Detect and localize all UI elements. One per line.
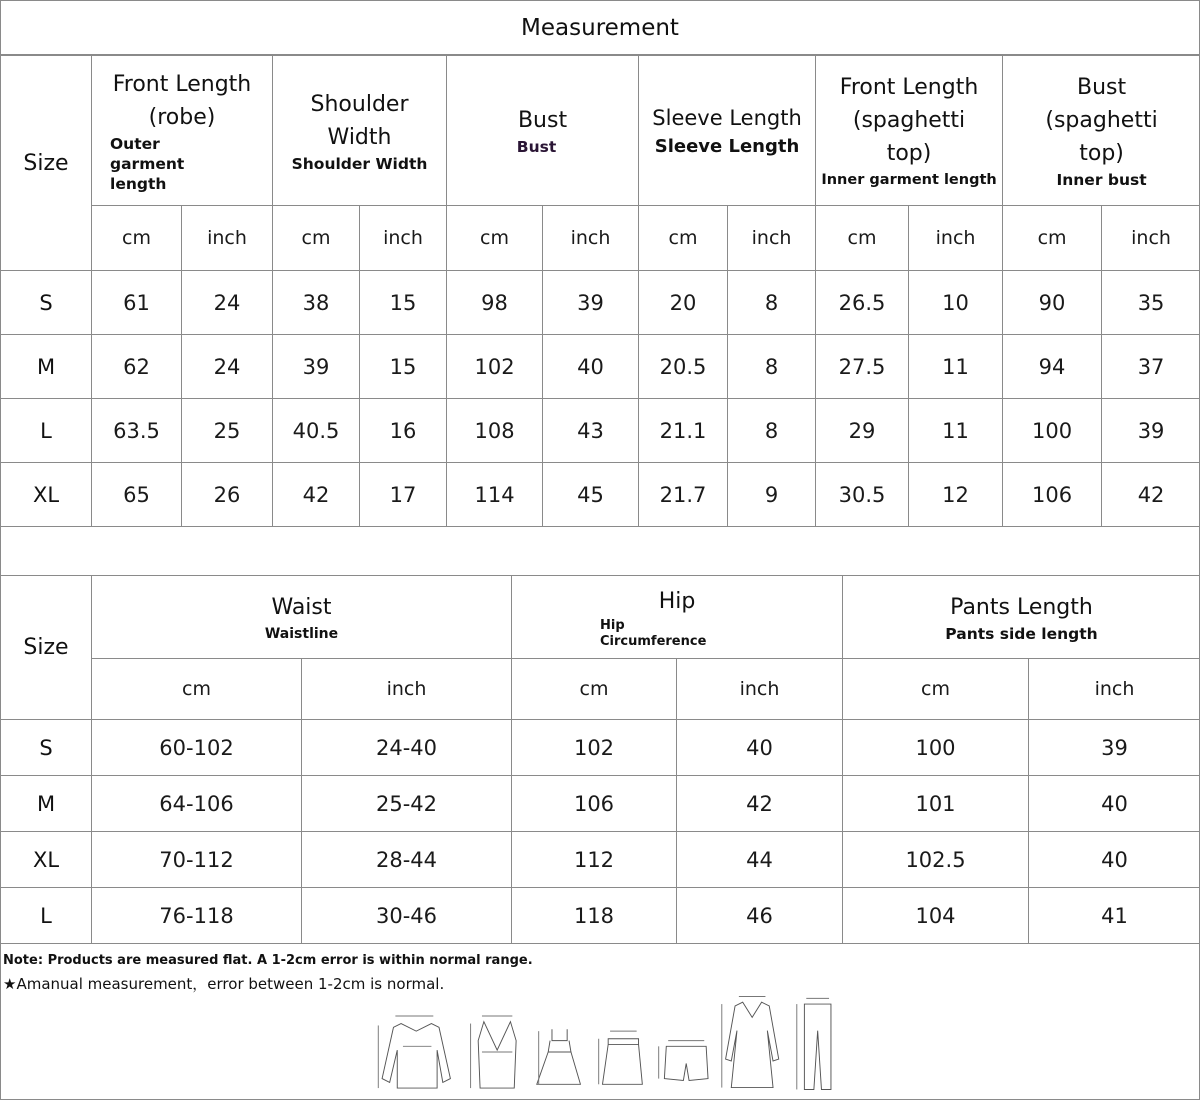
value-cell: 40 [677, 720, 843, 776]
value-cell: 10 [909, 271, 1003, 335]
value-cell: 108 [447, 399, 543, 463]
value-cell: 101 [843, 776, 1029, 832]
value-cell: 76-118 [92, 888, 302, 944]
skirt-diagram-icon [593, 1010, 645, 1095]
value-cell: 45 [543, 463, 639, 527]
table-header-row [1, 56, 1200, 206]
value-cell: 114 [447, 463, 543, 527]
value-cell: 15 [360, 335, 447, 399]
table-row [1, 335, 1200, 399]
column-header-hip: Hip Hip Circumference [512, 576, 843, 659]
value-cell: 12 [909, 463, 1003, 527]
value-cell: 24 [182, 271, 273, 335]
value-cell: 100 [843, 720, 1029, 776]
value-cell: 39 [543, 271, 639, 335]
value-cell: 40 [1029, 832, 1200, 888]
unit-cm: cm [92, 659, 302, 720]
value-cell: 30-46 [302, 888, 512, 944]
value-cell: 64-106 [92, 776, 302, 832]
value-cell: 8 [728, 335, 816, 399]
value-cell: 62 [92, 335, 182, 399]
value-cell: 15 [360, 271, 447, 335]
value-cell: 38 [273, 271, 360, 335]
value-cell: 41 [1029, 888, 1200, 944]
table-header-row [1, 576, 1200, 659]
unit-inch: inch [182, 206, 273, 271]
table-row [1, 399, 1200, 463]
value-cell: 40.5 [273, 399, 360, 463]
tank-top-diagram-icon [463, 1010, 525, 1095]
value-cell: 118 [512, 888, 677, 944]
value-cell: 24 [182, 335, 273, 399]
value-cell: 40 [543, 335, 639, 399]
size-header: Size [1, 56, 92, 271]
value-cell: 39 [1102, 399, 1200, 463]
size-cell: XL [1, 463, 92, 527]
column-header-bust: Bust Bust [447, 56, 639, 206]
unit-inch: inch [302, 659, 512, 720]
value-cell: 40 [1029, 776, 1200, 832]
value-cell: 27.5 [816, 335, 909, 399]
unit-cm: cm [447, 206, 543, 271]
size-cell: M [1, 776, 92, 832]
slip-dress-diagram-icon [533, 1010, 585, 1095]
value-cell: 21.1 [639, 399, 728, 463]
value-cell: 24-40 [302, 720, 512, 776]
value-cell: 42 [677, 776, 843, 832]
unit-cm: cm [816, 206, 909, 271]
value-cell: 17 [360, 463, 447, 527]
value-cell: 100 [1003, 399, 1102, 463]
garment-measurement-illustration [365, 990, 840, 1095]
value-cell: 8 [728, 271, 816, 335]
page-title [0, 0, 1200, 55]
value-cell: 35 [1102, 271, 1200, 335]
value-cell: 112 [512, 832, 677, 888]
value-cell: 26.5 [816, 271, 909, 335]
value-cell: 11 [909, 399, 1003, 463]
unit-row [1, 659, 1200, 720]
value-cell: 90 [1003, 271, 1102, 335]
value-cell: 9 [728, 463, 816, 527]
table-row [1, 776, 1200, 832]
shorts-diagram-icon [653, 1010, 710, 1095]
coat-diagram-icon [718, 990, 784, 1095]
size-header: Size [1, 576, 92, 720]
value-cell: 25 [182, 399, 273, 463]
unit-cm: cm [639, 206, 728, 271]
measurement-table-tops [0, 55, 1200, 527]
value-cell: 30.5 [816, 463, 909, 527]
unit-cm: cm [1003, 206, 1102, 271]
unit-inch: inch [728, 206, 816, 271]
column-header-waist: Waist Waistline [92, 576, 512, 659]
value-cell: 21.7 [639, 463, 728, 527]
size-cell: L [1, 399, 92, 463]
size-cell: XL [1, 832, 92, 888]
unit-inch: inch [1102, 206, 1200, 271]
table-row [1, 720, 1200, 776]
value-cell: 106 [1003, 463, 1102, 527]
value-cell: 102 [512, 720, 677, 776]
table-spacer [0, 529, 1200, 575]
title-text: Measurement [521, 14, 679, 41]
value-cell: 65 [92, 463, 182, 527]
value-cell: 39 [1029, 720, 1200, 776]
value-cell: 39 [273, 335, 360, 399]
value-cell: 28-44 [302, 832, 512, 888]
table-row [1, 888, 1200, 944]
value-cell: 42 [1102, 463, 1200, 527]
value-cell: 11 [909, 335, 1003, 399]
value-cell: 43 [543, 399, 639, 463]
value-cell: 25-42 [302, 776, 512, 832]
unit-cm: cm [512, 659, 677, 720]
value-cell: 102 [447, 335, 543, 399]
value-cell: 16 [360, 399, 447, 463]
size-cell: M [1, 335, 92, 399]
column-header-front-length-robe: Front Length (robe) Outer garment length [92, 56, 273, 206]
value-cell: 102.5 [843, 832, 1029, 888]
value-cell: 29 [816, 399, 909, 463]
table-row [1, 463, 1200, 527]
column-header-front-length-spaghetti: Front Length (spaghetti top) Inner garment length [816, 56, 1003, 206]
value-cell: 106 [512, 776, 677, 832]
measurement-table-bottoms [0, 575, 1200, 944]
unit-cm: cm [273, 206, 360, 271]
value-cell: 70-112 [92, 832, 302, 888]
size-cell: S [1, 271, 92, 335]
value-cell: 26 [182, 463, 273, 527]
value-cell: 98 [447, 271, 543, 335]
value-cell: 42 [273, 463, 360, 527]
value-cell: 20.5 [639, 335, 728, 399]
value-cell: 63.5 [92, 399, 182, 463]
size-cell: L [1, 888, 92, 944]
note-flat-measure: Note: Products are measured flat. A 1-2cm error is within normal range. [3, 953, 533, 968]
value-cell: 104 [843, 888, 1029, 944]
size-cell: S [1, 720, 92, 776]
column-header-pants-length: Pants Length Pants side length [843, 576, 1200, 659]
unit-inch: inch [1029, 659, 1200, 720]
value-cell: 20 [639, 271, 728, 335]
unit-inch: inch [677, 659, 843, 720]
value-cell: 44 [677, 832, 843, 888]
unit-cm: cm [843, 659, 1029, 720]
note-manual-measure: ★Amanual measurement，error between 1-2cm is normal. [3, 975, 445, 993]
blouse-diagram-icon [365, 1010, 455, 1095]
value-cell: 37 [1102, 335, 1200, 399]
value-cell: 46 [677, 888, 843, 944]
unit-inch: inch [360, 206, 447, 271]
value-cell: 8 [728, 399, 816, 463]
column-header-sleeve-length: Sleeve Length Sleeve Length [639, 56, 816, 206]
value-cell: 61 [92, 271, 182, 335]
table-row [1, 832, 1200, 888]
table-row [1, 271, 1200, 335]
unit-inch: inch [543, 206, 639, 271]
value-cell: 60-102 [92, 720, 302, 776]
unit-inch: inch [909, 206, 1003, 271]
unit-cm: cm [92, 206, 182, 271]
value-cell: 94 [1003, 335, 1102, 399]
column-header-shoulder-width: Shoulder Width Shoulder Width [273, 56, 447, 206]
pants-diagram-icon [793, 990, 840, 1095]
unit-row [1, 206, 1200, 271]
column-header-bust-spaghetti: Bust (spaghetti top) Inner bust [1003, 56, 1200, 206]
